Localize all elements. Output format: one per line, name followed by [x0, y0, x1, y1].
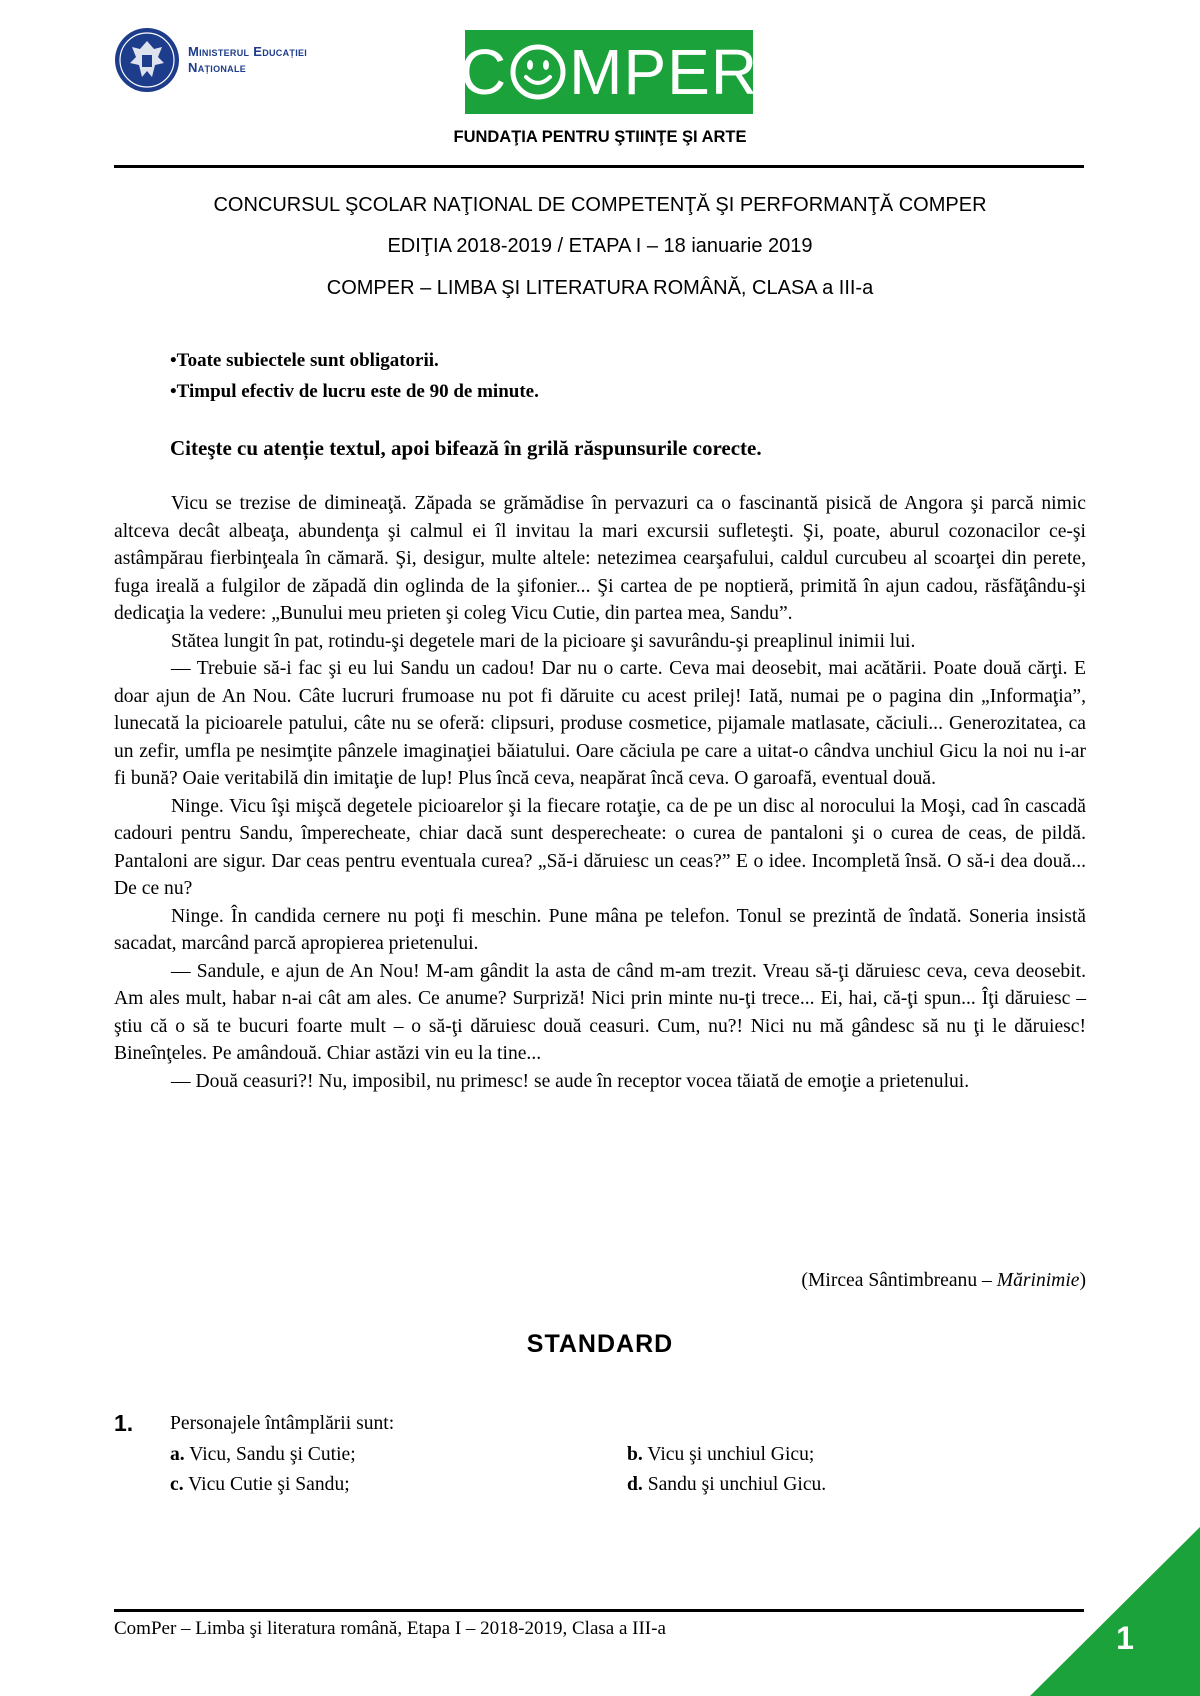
attribution-close: ): [1079, 1270, 1086, 1291]
rule-item: [170, 381, 539, 403]
coat-of-arms-icon: [114, 27, 180, 93]
question-text: Personajele întâmplării sunt:: [170, 1413, 395, 1434]
ministry-logo: [114, 26, 307, 94]
contest-title: CONCURSUL ŞCOLAR NAŢIONAL DE COMPETENŢĂ ŞI PERFORMANŢĂ COMPER: [213, 194, 987, 216]
answer-option-a[interactable]: [170, 1444, 356, 1466]
header-divider: [114, 165, 1084, 168]
page-corner-triangle: [1030, 1527, 1200, 1696]
answer-option-d[interactable]: [627, 1474, 826, 1496]
story-paragraph: — Trebuie să-i fac şi eu lui Sandu un cadou! Dar nu o carte. Ceva mai deosebit, mai acătării. Poate două cărţi. E doar ajun de An Nou. Câte lucruri frumoase nu pot fi dăruite cu acest prilej! Iată, numai pe o pagina din „Informaţia”, lunecată la picioarele patului, câte nu se oferă: clipsuri, produse cosmetice, pijamale matlasate, căciuli... Generozitatea, ca un zefir, umfla pe nesimţite pânzele imaginaţiei băiatului. Oare căciula pe care a uitat-o cândva unchiul Gicu la noi nu i-ar fi bună? Oaie veritabilă din imitaţie de lup! Plus încă ceva, neapărat încă ceva. O garoafă, eventual două.: [114, 658, 1086, 789]
foundation-name: FUNDAŢIA PENTRU ŞTIINŢE ŞI ARTE: [453, 128, 747, 146]
footer-text: ComPer – Limba şi literatura română, Etapa I – 2018-2019, Clasa a III-a: [114, 1618, 666, 1639]
option-letter: c.: [170, 1474, 184, 1495]
logo-text-end: MPER: [569, 36, 759, 108]
answer-option-c[interactable]: [170, 1474, 350, 1496]
rule-item: [170, 350, 439, 372]
story-paragraph: Vicu se trezise de dimineaţă. Zăpada se grămădise în pervazuri ca o fascinantă pisică de Angora şi parcă nimic altceva decât albeaţa, abundenţa şi calmul ei îl invitau la mari excursii sufleteşti. Şi, poate, aburul cozonacilor ce-şi astâmpărau fierbinţeala în cămară. Şi, desigur, multe altele: netezimea cearşafului, caldul curcubeu al scoarţei din perete, fuga ireală a fulgilor de zăpadă din oglinda de la şifonier... Şi cartea de pe noptieră, primită în ajun cadou, răsfăţându-şi dedicaţia la vedere: „Bunului meu prieten şi coleg Vicu Cutie, din partea mea, Sandu”.: [114, 493, 1086, 624]
option-text: Vicu, Sandu şi Cutie;: [189, 1444, 356, 1465]
ministry-name-line2: Naționale: [188, 60, 247, 75]
bullet-icon: •: [170, 350, 177, 371]
section-heading: STANDARD: [526, 1330, 674, 1358]
author-name: (Mircea Sântimbreanu –: [801, 1270, 997, 1291]
question-number: 1.: [114, 1410, 134, 1436]
story-paragraph: Stătea lungit în pat, rotindu-şi degetele mari de la picioare şi savurându-şi preaplinul inimii lui.: [171, 630, 916, 652]
story-attribution: [801, 1270, 1086, 1292]
story-paragraph: Ninge. Vicu îşi mişcă degetele picioarelor şi la fiecare rotaţie, ca de pe un disc al norocului la Moşi, cad în cascadă cadouri pentru Sandu, împerecheate, chiar dacă sunt desperecheate: o curea de pantaloni şi o curea de ceas, de pildă. Pantaloni are sigur. Dar ceas pentru eventuala curea? „Să-i dăruiesc un ceas?” E o idee. Incompletă însă. O să-i dea două... De ce nu?: [114, 795, 1086, 899]
bullet-icon: •: [170, 381, 177, 402]
option-letter: b.: [627, 1444, 643, 1465]
rule-text: Toate subiectele sunt obligatorii.: [176, 350, 439, 371]
option-text: Sandu şi unchiul Gicu.: [647, 1474, 827, 1495]
answer-option-b[interactable]: [627, 1444, 814, 1466]
story-paragraph: Ninge. În candida cernere nu poţi fi meschin. Pune mâna pe telefon. Tonul se prezintă de îndată. Soneria insistă sacadat, marcând parcă apropierea prietenului.: [114, 905, 1086, 954]
edition-title: EDIŢIA 2018-2019 / ETAPA I – 18 ianuarie 2019: [387, 235, 813, 257]
option-letter: a.: [170, 1444, 185, 1465]
work-title: Mărinimie: [996, 1270, 1080, 1291]
smiley-face-icon: [509, 43, 567, 101]
option-text: Vicu şi unchiul Gicu;: [647, 1444, 815, 1465]
comper-logo: [459, 30, 759, 114]
story-paragraph: — Sandule, e ajun de An Nou! M-am gândit la asta de când m-am trezit. Vreau să-ţi dăruiesc ceva, ceva deosebit. Am ales mult, habar n-ai cât am ales. Ce anume? Surpriză! Nici prin minte nu-ţi trece... Ei, hai, că-ţi spun... Îţi dăruiesc – ştiu că o să te bucuri foarte mult – o să-ţi dăruiesc două ceasuri. Cum, nu?! Nici nu mă gândesc să nu ţi le dăruiesc! Bineînţeles. Pe amândouă. Chiar astăzi vin eu la tine...: [114, 960, 1086, 1064]
footer-divider: [114, 1609, 1084, 1612]
option-letter: d.: [627, 1474, 643, 1495]
page-number: 1: [1116, 1620, 1134, 1656]
logo-text-start: C: [459, 36, 508, 108]
subject-title: COMPER – LIMBA ŞI LITERATURA ROMÂNĂ, CLASA a III-a: [326, 277, 874, 299]
ministry-name-line1: Ministerul Educației: [188, 44, 308, 59]
story-text: [114, 490, 1086, 1095]
option-text: Vicu Cutie şi Sandu;: [188, 1474, 350, 1495]
story-paragraph: — Două ceasuri?! Nu, imposibil, nu primesc! se aude în receptor vocea tăiată de emoţie a prietenului.: [171, 1070, 970, 1092]
rule-text: Timpul efectiv de lucru este de 90 de minute.: [176, 381, 539, 402]
instruction-text: Citeşte cu atenție textul, apoi bifează în grilă răspunsurile corecte.: [170, 436, 762, 460]
